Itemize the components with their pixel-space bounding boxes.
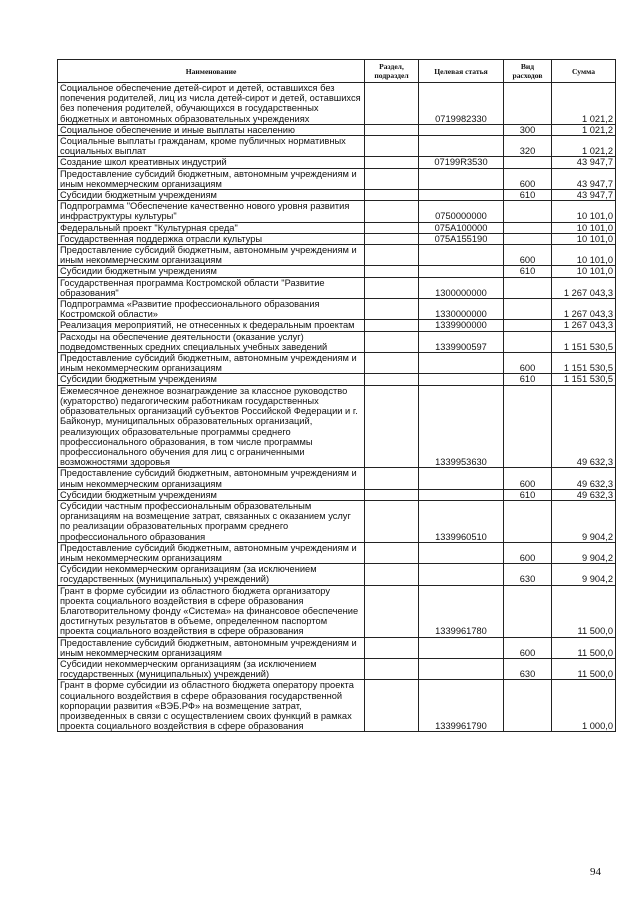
cell-amount: 1 267 043,3 xyxy=(552,320,616,331)
table-row xyxy=(58,83,616,125)
cell-name: Субсидии бюджетным учреждениям xyxy=(58,266,365,277)
cell-target: 1339961780 xyxy=(419,585,504,637)
cell-section xyxy=(365,658,419,679)
cell-amount: 1 151 530,5 xyxy=(552,353,616,374)
cell-section xyxy=(365,245,419,266)
cell-amount: 43 947,7 xyxy=(552,190,616,201)
cell-name: Подпрограмма "Обеспечение качественно нового уровня развития инфраструктуры культуры" xyxy=(58,201,365,222)
cell-name: Субсидии бюджетным учреждениям xyxy=(58,374,365,385)
cell-type xyxy=(504,201,552,222)
table-row xyxy=(58,124,616,135)
table-row xyxy=(58,233,616,244)
table-row xyxy=(58,385,616,468)
cell-name: Создание школ креативных индустрий xyxy=(58,157,365,168)
cell-target: 0750000000 xyxy=(419,201,504,222)
cell-target xyxy=(419,658,504,679)
cell-section xyxy=(365,277,419,298)
cell-name: Субсидии бюджетным учреждениям xyxy=(58,190,365,201)
cell-section xyxy=(365,157,419,168)
cell-type xyxy=(504,83,552,125)
cell-amount: 1 021,2 xyxy=(552,83,616,125)
cell-name: Социальное обеспечение и иные выплаты населению xyxy=(58,124,365,135)
cell-section xyxy=(365,564,419,585)
cell-type: 320 xyxy=(504,136,552,157)
cell-target xyxy=(419,489,504,500)
cell-name: Ежемесячное денежное вознаграждение за классное руководство (кураторство) педагогическим работникам государственных образовательных организаций субъектов Российской Федерации и г. Байконур, муниципальных образовательных организаций, реализующих образовательные программы среднего профессионального образования, в том числе программы профессионального обучения для лиц с ограниченными возможностями здоровья xyxy=(58,385,365,468)
cell-section xyxy=(365,468,419,489)
cell-target: 1339900000 xyxy=(419,320,504,331)
cell-target xyxy=(419,190,504,201)
cell-amount: 43 947,7 xyxy=(552,168,616,189)
cell-name: Социальные выплаты гражданам, кроме публичных нормативных социальных выплат xyxy=(58,136,365,157)
cell-type xyxy=(504,680,552,732)
cell-type: 600 xyxy=(504,353,552,374)
cell-target xyxy=(419,136,504,157)
cell-name: Субсидии частным профессиональным образовательным организациям на возмещение затрат, связанных с оказанием услуг по реализации образовательных программ среднего профессионального образования xyxy=(58,500,365,542)
cell-target: 1339953630 xyxy=(419,385,504,468)
cell-target: 1339961790 xyxy=(419,680,504,732)
table-row xyxy=(58,564,616,585)
header-type: Вид расходов xyxy=(504,60,552,83)
cell-section xyxy=(365,266,419,277)
cell-amount: 1 267 043,3 xyxy=(552,277,616,298)
cell-amount: 11 500,0 xyxy=(552,658,616,679)
cell-section xyxy=(365,585,419,637)
table-row xyxy=(58,266,616,277)
cell-type xyxy=(504,299,552,320)
cell-type xyxy=(504,233,552,244)
cell-type xyxy=(504,222,552,233)
cell-amount: 1 000,0 xyxy=(552,680,616,732)
cell-amount: 1 021,2 xyxy=(552,124,616,135)
table-row xyxy=(58,190,616,201)
cell-section xyxy=(365,353,419,374)
cell-name: Предоставление субсидий бюджетным, автономным учреждениям и иным некоммерческим организациям xyxy=(58,637,365,658)
table-row xyxy=(58,500,616,542)
page-number: 94 xyxy=(590,866,601,878)
cell-type: 600 xyxy=(504,245,552,266)
cell-type: 630 xyxy=(504,658,552,679)
budget-table xyxy=(57,59,616,732)
cell-type xyxy=(504,320,552,331)
cell-section xyxy=(365,637,419,658)
cell-name: Грант в форме субсидии из областного бюджета организатору проекта социального воздействия в сфере образования Благотворительному фонду «Система» на финансовое обеспечение достигнутых результатов в объеме, определенном паспортом проекта социального воздействия в сфере образования xyxy=(58,585,365,637)
table-row xyxy=(58,320,616,331)
table-row xyxy=(58,157,616,168)
table-row xyxy=(58,680,616,732)
cell-name: Предоставление субсидий бюджетным, автономным учреждениям и иным некоммерческим организациям xyxy=(58,468,365,489)
cell-amount: 10 101,0 xyxy=(552,233,616,244)
table-row xyxy=(58,299,616,320)
cell-target: 1339900597 xyxy=(419,331,504,352)
cell-name: Реализация мероприятий, не отнесенных к федеральным проектам xyxy=(58,320,365,331)
table-row xyxy=(58,489,616,500)
cell-target xyxy=(419,266,504,277)
cell-target: 0719982330 xyxy=(419,83,504,125)
cell-type xyxy=(504,331,552,352)
cell-type: 610 xyxy=(504,374,552,385)
cell-section xyxy=(365,168,419,189)
cell-type xyxy=(504,157,552,168)
cell-target: 07199R3530 xyxy=(419,157,504,168)
cell-target xyxy=(419,564,504,585)
cell-section xyxy=(365,83,419,125)
table-row xyxy=(58,374,616,385)
cell-name: Субсидии некоммерческим организациям (за исключением государственных (муниципальных) учреждений) xyxy=(58,658,365,679)
cell-section xyxy=(365,680,419,732)
cell-section xyxy=(365,299,419,320)
cell-section xyxy=(365,233,419,244)
cell-name: Субсидии некоммерческим организациям (за исключением государственных (муниципальных) учреждений) xyxy=(58,564,365,585)
cell-type: 600 xyxy=(504,168,552,189)
cell-name: Государственная поддержка отрасли культуры xyxy=(58,233,365,244)
table-row xyxy=(58,585,616,637)
cell-type: 610 xyxy=(504,266,552,277)
cell-amount: 11 500,0 xyxy=(552,637,616,658)
cell-section xyxy=(365,489,419,500)
table-row xyxy=(58,168,616,189)
cell-name: Предоставление субсидий бюджетным, автономным учреждениям и иным некоммерческим организациям xyxy=(58,168,365,189)
table-row xyxy=(58,331,616,352)
cell-amount: 1 151 530,5 xyxy=(552,374,616,385)
header-section: Раздел, подраздел xyxy=(365,60,419,83)
cell-amount: 11 500,0 xyxy=(552,585,616,637)
table-row xyxy=(58,277,616,298)
header-amount: Сумма xyxy=(552,60,616,83)
cell-amount: 9 904,2 xyxy=(552,542,616,563)
cell-name: Государственная программа Костромской области "Развитие образования" xyxy=(58,277,365,298)
table-row xyxy=(58,542,616,563)
cell-target: 075A100000 xyxy=(419,222,504,233)
table-body xyxy=(58,83,616,732)
cell-amount: 10 101,0 xyxy=(552,266,616,277)
cell-type xyxy=(504,500,552,542)
cell-target xyxy=(419,637,504,658)
cell-target xyxy=(419,353,504,374)
table-row xyxy=(58,468,616,489)
cell-name: Федеральный проект "Культурная среда" xyxy=(58,222,365,233)
cell-target xyxy=(419,245,504,266)
cell-type xyxy=(504,277,552,298)
cell-type: 300 xyxy=(504,124,552,135)
cell-target xyxy=(419,168,504,189)
cell-type xyxy=(504,385,552,468)
cell-type: 610 xyxy=(504,190,552,201)
cell-name: Грант в форме субсидии из областного бюджета оператору проекта социального воздействия в сфере образования государственной корпорации развития «ВЭБ.РФ» на возмещение затрат, произведенных в связи с осуществлением своих функций в рамках проекта социального воздействия в сфере образования xyxy=(58,680,365,732)
cell-section xyxy=(365,320,419,331)
header-name: Наименование xyxy=(58,60,365,83)
cell-amount: 10 101,0 xyxy=(552,201,616,222)
cell-name: Социальное обеспечение детей-сирот и детей, оставшихся без попечения родителей, лиц из числа детей-сирот и детей, оставшихся без попечения родителей, обучающихся в государственных бюджетных и автономных образовательных учреждениях xyxy=(58,83,365,125)
cell-type: 630 xyxy=(504,564,552,585)
cell-target xyxy=(419,468,504,489)
cell-amount: 1 267 043,3 xyxy=(552,299,616,320)
cell-section xyxy=(365,222,419,233)
cell-amount: 49 632,3 xyxy=(552,489,616,500)
cell-target: 1300000000 xyxy=(419,277,504,298)
cell-target xyxy=(419,374,504,385)
cell-amount: 43 947,7 xyxy=(552,157,616,168)
cell-section xyxy=(365,542,419,563)
table-row xyxy=(58,222,616,233)
table-row xyxy=(58,637,616,658)
cell-section xyxy=(365,124,419,135)
cell-type xyxy=(504,585,552,637)
cell-type: 600 xyxy=(504,468,552,489)
cell-type: 600 xyxy=(504,542,552,563)
cell-section xyxy=(365,190,419,201)
cell-amount: 9 904,2 xyxy=(552,564,616,585)
table-row xyxy=(58,353,616,374)
header-target: Целевая статья xyxy=(419,60,504,83)
cell-section xyxy=(365,500,419,542)
cell-type: 600 xyxy=(504,637,552,658)
table-row xyxy=(58,245,616,266)
cell-amount: 9 904,2 xyxy=(552,500,616,542)
cell-section xyxy=(365,385,419,468)
cell-name: Подпрограмма «Развитие профессионального образования Костромской области» xyxy=(58,299,365,320)
table-row xyxy=(58,136,616,157)
cell-amount: 49 632,3 xyxy=(552,385,616,468)
cell-amount: 1 151 530,5 xyxy=(552,331,616,352)
cell-amount: 10 101,0 xyxy=(552,222,616,233)
cell-target xyxy=(419,124,504,135)
cell-target: 1330000000 xyxy=(419,299,504,320)
cell-section xyxy=(365,331,419,352)
table-row xyxy=(58,201,616,222)
cell-target: 075A155190 xyxy=(419,233,504,244)
cell-target xyxy=(419,542,504,563)
cell-section xyxy=(365,201,419,222)
cell-section xyxy=(365,374,419,385)
cell-target: 1339960510 xyxy=(419,500,504,542)
cell-amount: 10 101,0 xyxy=(552,245,616,266)
header-row xyxy=(58,60,616,83)
cell-amount: 49 632,3 xyxy=(552,468,616,489)
cell-section xyxy=(365,136,419,157)
cell-name: Предоставление субсидий бюджетным, автономным учреждениям и иным некоммерческим организациям xyxy=(58,245,365,266)
cell-name: Субсидии бюджетным учреждениям xyxy=(58,489,365,500)
cell-amount: 1 021,2 xyxy=(552,136,616,157)
cell-name: Расходы на обеспечение деятельности (оказание услуг) подведомственных средних специальных учебных заведений xyxy=(58,331,365,352)
cell-name: Предоставление субсидий бюджетным, автономным учреждениям и иным некоммерческим организациям xyxy=(58,542,365,563)
cell-name: Предоставление субсидий бюджетным, автономным учреждениям и иным некоммерческим организациям xyxy=(58,353,365,374)
cell-type: 610 xyxy=(504,489,552,500)
table-row xyxy=(58,658,616,679)
